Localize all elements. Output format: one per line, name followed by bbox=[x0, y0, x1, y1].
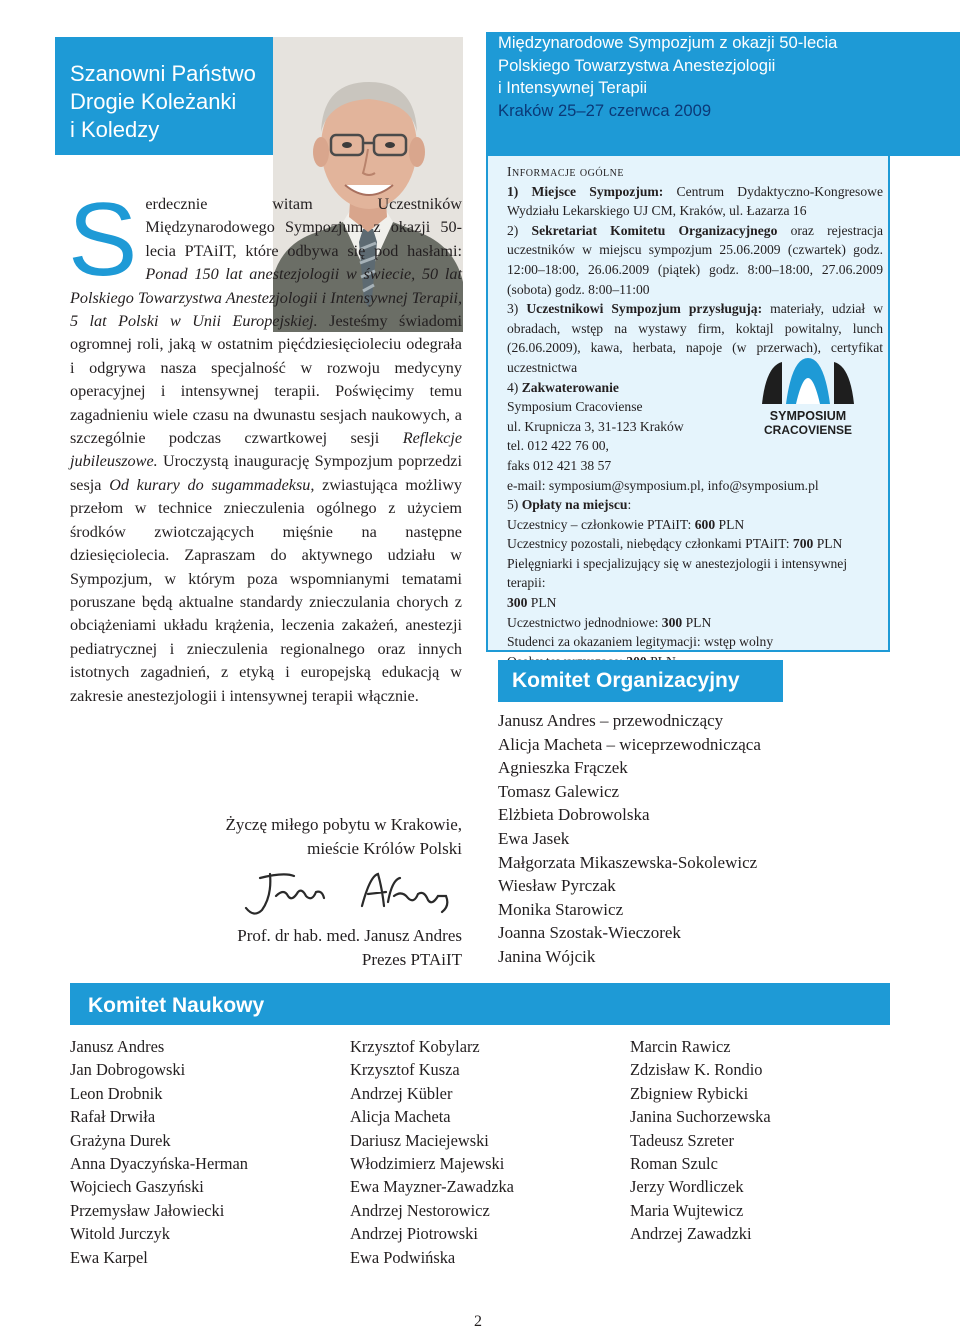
info-label: Uczestnikowi Sympozjum przysługują: bbox=[526, 301, 763, 317]
fee-label: Uczestnicy – członkowie PTAiIT: bbox=[507, 516, 692, 532]
list-item: Grażyna Durek bbox=[70, 1130, 171, 1150]
fee-currency: PLN bbox=[530, 595, 557, 611]
greeting-line: i Koledzy bbox=[70, 117, 160, 142]
fee-row bbox=[507, 613, 883, 633]
list-item: Krzysztof Kusza bbox=[350, 1060, 460, 1080]
list-item: Tadeusz Szreter bbox=[630, 1130, 734, 1150]
session-title: Reflekcje jubileuszowe. bbox=[70, 429, 463, 471]
fee-amount: 300 bbox=[661, 614, 683, 630]
list-item: Zdzisław K. Rondio bbox=[630, 1060, 763, 1080]
list-item: Janusz Andres bbox=[70, 1037, 165, 1056]
fee-row bbox=[507, 632, 883, 652]
symposium-cracoviense-logo bbox=[752, 356, 864, 440]
greeting-line: Szanowni Państwo bbox=[70, 61, 256, 86]
letter-opening: erdecznie witam Uczestników Międzynarodowego Sympozjum z okazji 50-lecia PTAiIT, które odbywa się pod hasłami: bbox=[145, 195, 462, 260]
list-item: Andrzej Nestorowicz bbox=[350, 1200, 490, 1220]
list-item: Leon Drobnik bbox=[70, 1083, 163, 1103]
info-number: 5) bbox=[507, 497, 519, 513]
list-item: Witold Jurczyk bbox=[70, 1224, 170, 1244]
symposium-title-line: i Intensywnej Terapii bbox=[498, 78, 648, 97]
list-item: Wiesław Pyrczak bbox=[498, 876, 616, 896]
list-item: Tomasz Galewicz bbox=[498, 781, 620, 801]
fee-currency: PLN bbox=[718, 516, 745, 532]
symposium-title-line: Polskiego Towarzystwa Anestezjologii bbox=[498, 55, 776, 75]
info-text: Centrum Dydaktyczno-Kongresowe Wydziału Lekarskiego UJ CM, Kraków, ul. Łazarza 16 bbox=[507, 183, 883, 219]
list-item: Maria Wujtewicz bbox=[630, 1200, 744, 1220]
list-item: Jerzy Wordliczek bbox=[630, 1177, 744, 1197]
list-item: Alicja Macheta – wiceprzewodnicząca bbox=[498, 734, 761, 754]
list-item: Wojciech Gaszyński bbox=[70, 1177, 204, 1197]
list-item: Rafał Drwiła bbox=[70, 1107, 156, 1127]
fee-label: Studenci za okazaniem legitymacji: wstęp wolny bbox=[507, 634, 774, 650]
sci-committee-column bbox=[70, 1035, 320, 1269]
org-committee-list bbox=[498, 709, 878, 969]
list-item: Andrzej Piotrowski bbox=[350, 1224, 478, 1244]
list-item: Agnieszka Frączek bbox=[498, 758, 628, 778]
info-secretariat bbox=[507, 221, 883, 299]
logo-text: CRACOVIENSE bbox=[763, 423, 853, 437]
info-label: Zakwaterowanie bbox=[521, 379, 619, 395]
hotel-name: Symposium Cracoviense bbox=[507, 399, 643, 415]
info-number: 2) bbox=[507, 222, 519, 238]
list-item: Janina Suchorzewska bbox=[630, 1107, 771, 1127]
info-number: 4) bbox=[507, 379, 519, 395]
handwritten-signature bbox=[232, 866, 462, 921]
hotel-address: ul. Krupnicza 3, 31-123 Kraków bbox=[507, 418, 684, 434]
fee-currency: PLN bbox=[685, 614, 712, 630]
hotel-fax: faks 012 421 38 57 bbox=[507, 457, 612, 473]
sci-committee-title: Komitet Naukowy bbox=[88, 994, 265, 1017]
hotel-email: e-mail: symposium@symposium.pl, info@symposium.pl bbox=[507, 477, 819, 493]
info-fees bbox=[507, 495, 883, 515]
page-number: 2 bbox=[474, 1313, 482, 1330]
list-item: Włodzimierz Majewski bbox=[350, 1154, 505, 1174]
hotel-phone: tel. 012 422 76 00, bbox=[507, 438, 609, 454]
list-item: Przemysław Jałowiecki bbox=[70, 1200, 225, 1220]
list-item: Ewa Jasek bbox=[498, 828, 570, 848]
symposium-title bbox=[498, 32, 953, 122]
greeting bbox=[70, 60, 256, 144]
list-item: Krzysztof Kobylarz bbox=[350, 1037, 480, 1056]
info-number: 3) bbox=[507, 301, 519, 317]
info-text: oraz rejestracja uczestników w miejscu sympozjum 25.06.2009 (czwartek) godz. 12:00–18:00, 26.06.2009 (piątek) godz. 8:00–18:00, 27.06.2009 (sobota) godz. 8:00–11:00 bbox=[507, 222, 883, 297]
fee-row bbox=[507, 515, 883, 535]
list-item: Janusz Andres – przewodniczący bbox=[498, 711, 724, 730]
info-venue bbox=[507, 182, 883, 221]
closing-line: Życzę miłego pobytu w Krakowie, bbox=[225, 815, 462, 834]
list-item: Małgorzata Mikaszewska-Sokolewicz bbox=[498, 852, 758, 872]
signer-name: Prof. dr hab. med. Janusz Andres bbox=[237, 926, 462, 945]
fee-label: Pielęgniarki i specjalizujący się w anestezjologii i intensywnej terapii: bbox=[507, 555, 848, 591]
list-item: Elżbieta Dobrowolska bbox=[498, 805, 650, 825]
symposium-title-line: Międzynarodowe Sympozjum z okazji 50-lecia bbox=[498, 33, 838, 52]
list-item: Dariusz Maciejewski bbox=[350, 1130, 489, 1150]
info-label: Sekretariat Komitetu Organizacyjnego bbox=[531, 222, 778, 238]
fee-label: Uczestnictwo jednodniowe: bbox=[507, 614, 659, 630]
letter-paragraph: zwiastująca możliwy przełom w technice znieczulenia ogólnego z użyciem środków zwiotczających mięśnie na następne dziesięciolecia. Zapraszam do aktywnego udziału w Sympozjum, w którym poza wspomnianymi tematami poruszane będą aktualne standardy znieczulania chorych z obciążeniami układu krążenia, leczenia zakażeń, anestezji pediatrycznej i znieczulenia regionalnego oraz innych istotnych zagadnień, z etyką i europejską edukacją w zakresie anestezjologii i intensywnej terapii włącznie. bbox=[70, 475, 463, 705]
info-label: Opłaty na miejscu bbox=[521, 497, 628, 513]
closing-wish bbox=[160, 813, 462, 860]
list-item: Andrzej Zawadzki bbox=[630, 1224, 752, 1244]
org-committee-title: Komitet Organizacyjny bbox=[512, 669, 740, 692]
info-text: materiały, udział w obradach, wstęp na wystawy firm, koktajl powitalny, lunch (26.06.2009), kawa, herbata, napoje (w przerwach), certyfikat uczestnictwa bbox=[507, 301, 884, 375]
list-item: Ewa Podwińska bbox=[350, 1247, 456, 1267]
list-item: Jan Dobrogowski bbox=[70, 1060, 186, 1080]
fee-amount: 600 bbox=[694, 516, 716, 532]
fee-amount: 700 bbox=[792, 536, 814, 552]
closing-line: mieście Królów Polski bbox=[307, 838, 462, 858]
welcome-letter bbox=[68, 182, 463, 708]
list-item: Roman Szulc bbox=[630, 1154, 718, 1174]
fee-row bbox=[507, 554, 883, 613]
list-item: Ewa Mayzner-Zawadzka bbox=[350, 1177, 514, 1197]
list-item: Marcin Rawicz bbox=[630, 1037, 731, 1056]
logo-text: SYMPOSIUM bbox=[769, 409, 847, 423]
fee-row bbox=[507, 534, 883, 554]
signer bbox=[160, 924, 462, 971]
list-item: Alicja Macheta bbox=[350, 1107, 451, 1127]
list-item: Janina Wójcik bbox=[498, 946, 596, 966]
list-item: Monika Starowicz bbox=[498, 899, 624, 919]
fee-amount: 300 bbox=[507, 595, 528, 611]
list-item: Anna Dyaczyńska-Herman bbox=[70, 1154, 248, 1174]
letter-motto: Ponad 150 lat anestezjologii w świecie, 50 lat Polskiego Towarzystwa Anestezjologii i Intensywnej Terapii, 5 lat Polski w Unii Europejskiej. bbox=[70, 265, 462, 331]
symposium-date: Kraków 25–27 czerwca 2009 bbox=[498, 100, 712, 120]
session-title: Od kurary do sugammadeksu, bbox=[109, 475, 315, 494]
fee-currency: PLN bbox=[816, 536, 843, 552]
fee-label: Uczestnicy pozostali, niebędący członkami PTAiIT: bbox=[507, 536, 790, 552]
list-item: Zbigniew Rybicki bbox=[630, 1083, 749, 1103]
sci-committee-column bbox=[350, 1035, 600, 1269]
info-label: 1) Miejsce Sympozjum: bbox=[507, 183, 664, 199]
signer-role: Prezes PTAiIT bbox=[361, 949, 462, 969]
greeting-line: Drogie Koleżanki bbox=[70, 89, 237, 114]
letter-paragraph: Uroczystą inaugurację Sympozjum poprzedzi sesja bbox=[70, 452, 462, 494]
list-item: Ewa Karpel bbox=[70, 1247, 148, 1267]
list-item: Andrzej Kübler bbox=[350, 1083, 453, 1103]
list-item: Joanna Szostak-Wieczorek bbox=[498, 923, 681, 943]
drop-cap: S bbox=[68, 182, 138, 298]
letter-paragraph: Jesteśmy świadomi ogromnej roli, jaką w ostatnim pięćdziesięcioleciu odegrała i odgrywa nasza specjalność w rozwoju medycyny operacyjnej i intensywnej terapii. Poświęcimy temu zagadnieniu wiele czasu na dwunastu sesjach naukowych, a szczególnie podczas czwartkowej sesji bbox=[70, 312, 462, 448]
sci-committee-column bbox=[630, 1035, 880, 1246]
info-heading: Informacje ogólne bbox=[507, 164, 624, 179]
info-colon: : bbox=[627, 497, 632, 513]
